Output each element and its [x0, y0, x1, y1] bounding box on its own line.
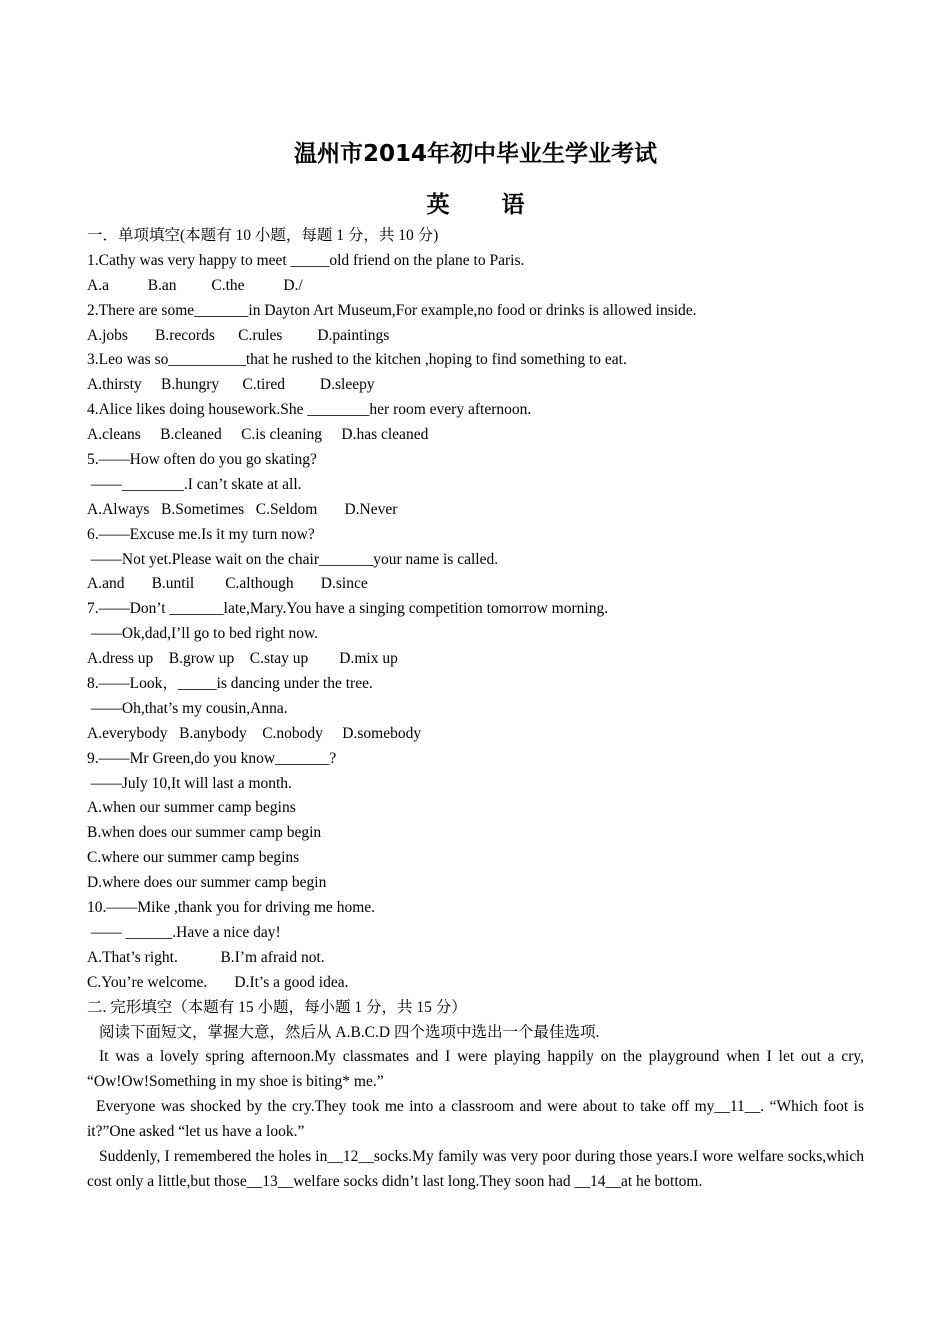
section-2-instruction: 阅读下面短文，掌握大意，然后从 A.B.C.D 四个选项中选出一个最佳选项.: [99, 1023, 600, 1041]
question-line: 1.Cathy was very happy to meet _____old friend on the plane to Paris.: [87, 251, 525, 269]
question-line: C.where our summer camp begins: [87, 849, 300, 867]
question-line: ——Not yet.Please wait on the chair_______your name is called.: [87, 550, 499, 568]
passage-paragraph: Everyone was shocked by the cry.They took me into a classroom and were about to take off my__11__. “Which foot is it?”One asked “let us have a look.”: [87, 1098, 864, 1141]
question-line: 7.——Don’t _______late,Mary.You have a singing competition tomorrow morning.: [87, 600, 609, 618]
exam-title: 温州市2014年初中毕业生学业考试: [293, 141, 657, 167]
question-line: A.a B.an C.the D./: [87, 276, 303, 294]
subject-title: 英 语: [426, 192, 547, 218]
section-2-heading: 二. 完形填空（本题有 15 小题，每小题 1 分，共 15 分）: [87, 998, 467, 1016]
question-line: 6.——Excuse me.Is it my turn now?: [87, 525, 315, 543]
question-line: B.when does our summer camp begin: [87, 824, 322, 842]
question-line: A.when our summer camp begins: [87, 799, 296, 817]
question-line: 9.——Mr Green,do you know_______?: [87, 749, 337, 767]
passage-paragraph: Suddenly, I remembered the holes in__12__socks.My family was very poor during those years.I wore welfare socks,which cost only a little,but those__13__welfare socks didn’t last long.They soon had __14__at he bottom.: [87, 1148, 864, 1190]
question-line: C.You’re welcome. D.It’s a good idea.: [87, 973, 349, 991]
question-line: 5.——How often do you go skating?: [87, 451, 317, 469]
question-line: A.everybody B.anybody C.nobody D.somebody: [87, 724, 422, 742]
question-line: A.Always B.Sometimes C.Seldom D.Never: [87, 500, 398, 518]
section-1-questions: [87, 249, 864, 996]
question-line: A.dress up B.grow up C.stay up D.mix up: [87, 650, 398, 668]
question-line: 8.——Look，_____is dancing under the tree.: [87, 675, 373, 693]
question-line: ——Oh,that’s my cousin,Anna.: [87, 699, 288, 717]
question-line: 3.Leo was so__________that he rushed to the kitchen ,hoping to find something to eat.: [87, 351, 627, 369]
exam-body: [87, 224, 864, 1195]
question-line: ——________.I can’t skate at all.: [87, 475, 302, 493]
question-line: ——Ok,dad,I’ll go to bed right now.: [87, 625, 319, 643]
question-line: A.and B.until C.although D.since: [87, 575, 368, 593]
question-line: ——July 10,It will last a month.: [87, 774, 292, 792]
question-line: A.cleans B.cleaned C.is cleaning D.has cleaned: [87, 426, 429, 444]
question-line: D.where does our summer camp begin: [87, 874, 327, 892]
question-line: A.thirsty B.hungry C.tired D.sleepy: [87, 376, 375, 394]
question-line: 2.There are some_______in Dayton Art Museum,For example,no food or drinks is allowed inside.: [87, 301, 697, 319]
question-line: 4.Alice likes doing housework.She ________her room every afternoon.: [87, 401, 532, 419]
question-line: A.That’s right. B.I’m afraid not.: [87, 948, 325, 966]
section-1-heading: 一．单项填空(本题有 10 小题，每题 1 分，共 10 分): [87, 227, 439, 244]
passage-paragraph: It was a lovely spring afternoon.My classmates and I were playing happily on the playground when I let out a cry, “Ow!Ow!Something in my shoe is biting* me.”: [87, 1048, 864, 1091]
question-line: A.jobs B.records C.rules D.paintings: [87, 326, 390, 344]
question-line: 10.——Mike ,thank you for driving me home.: [87, 899, 375, 917]
question-line: —— ______.Have a nice day!: [87, 923, 281, 941]
